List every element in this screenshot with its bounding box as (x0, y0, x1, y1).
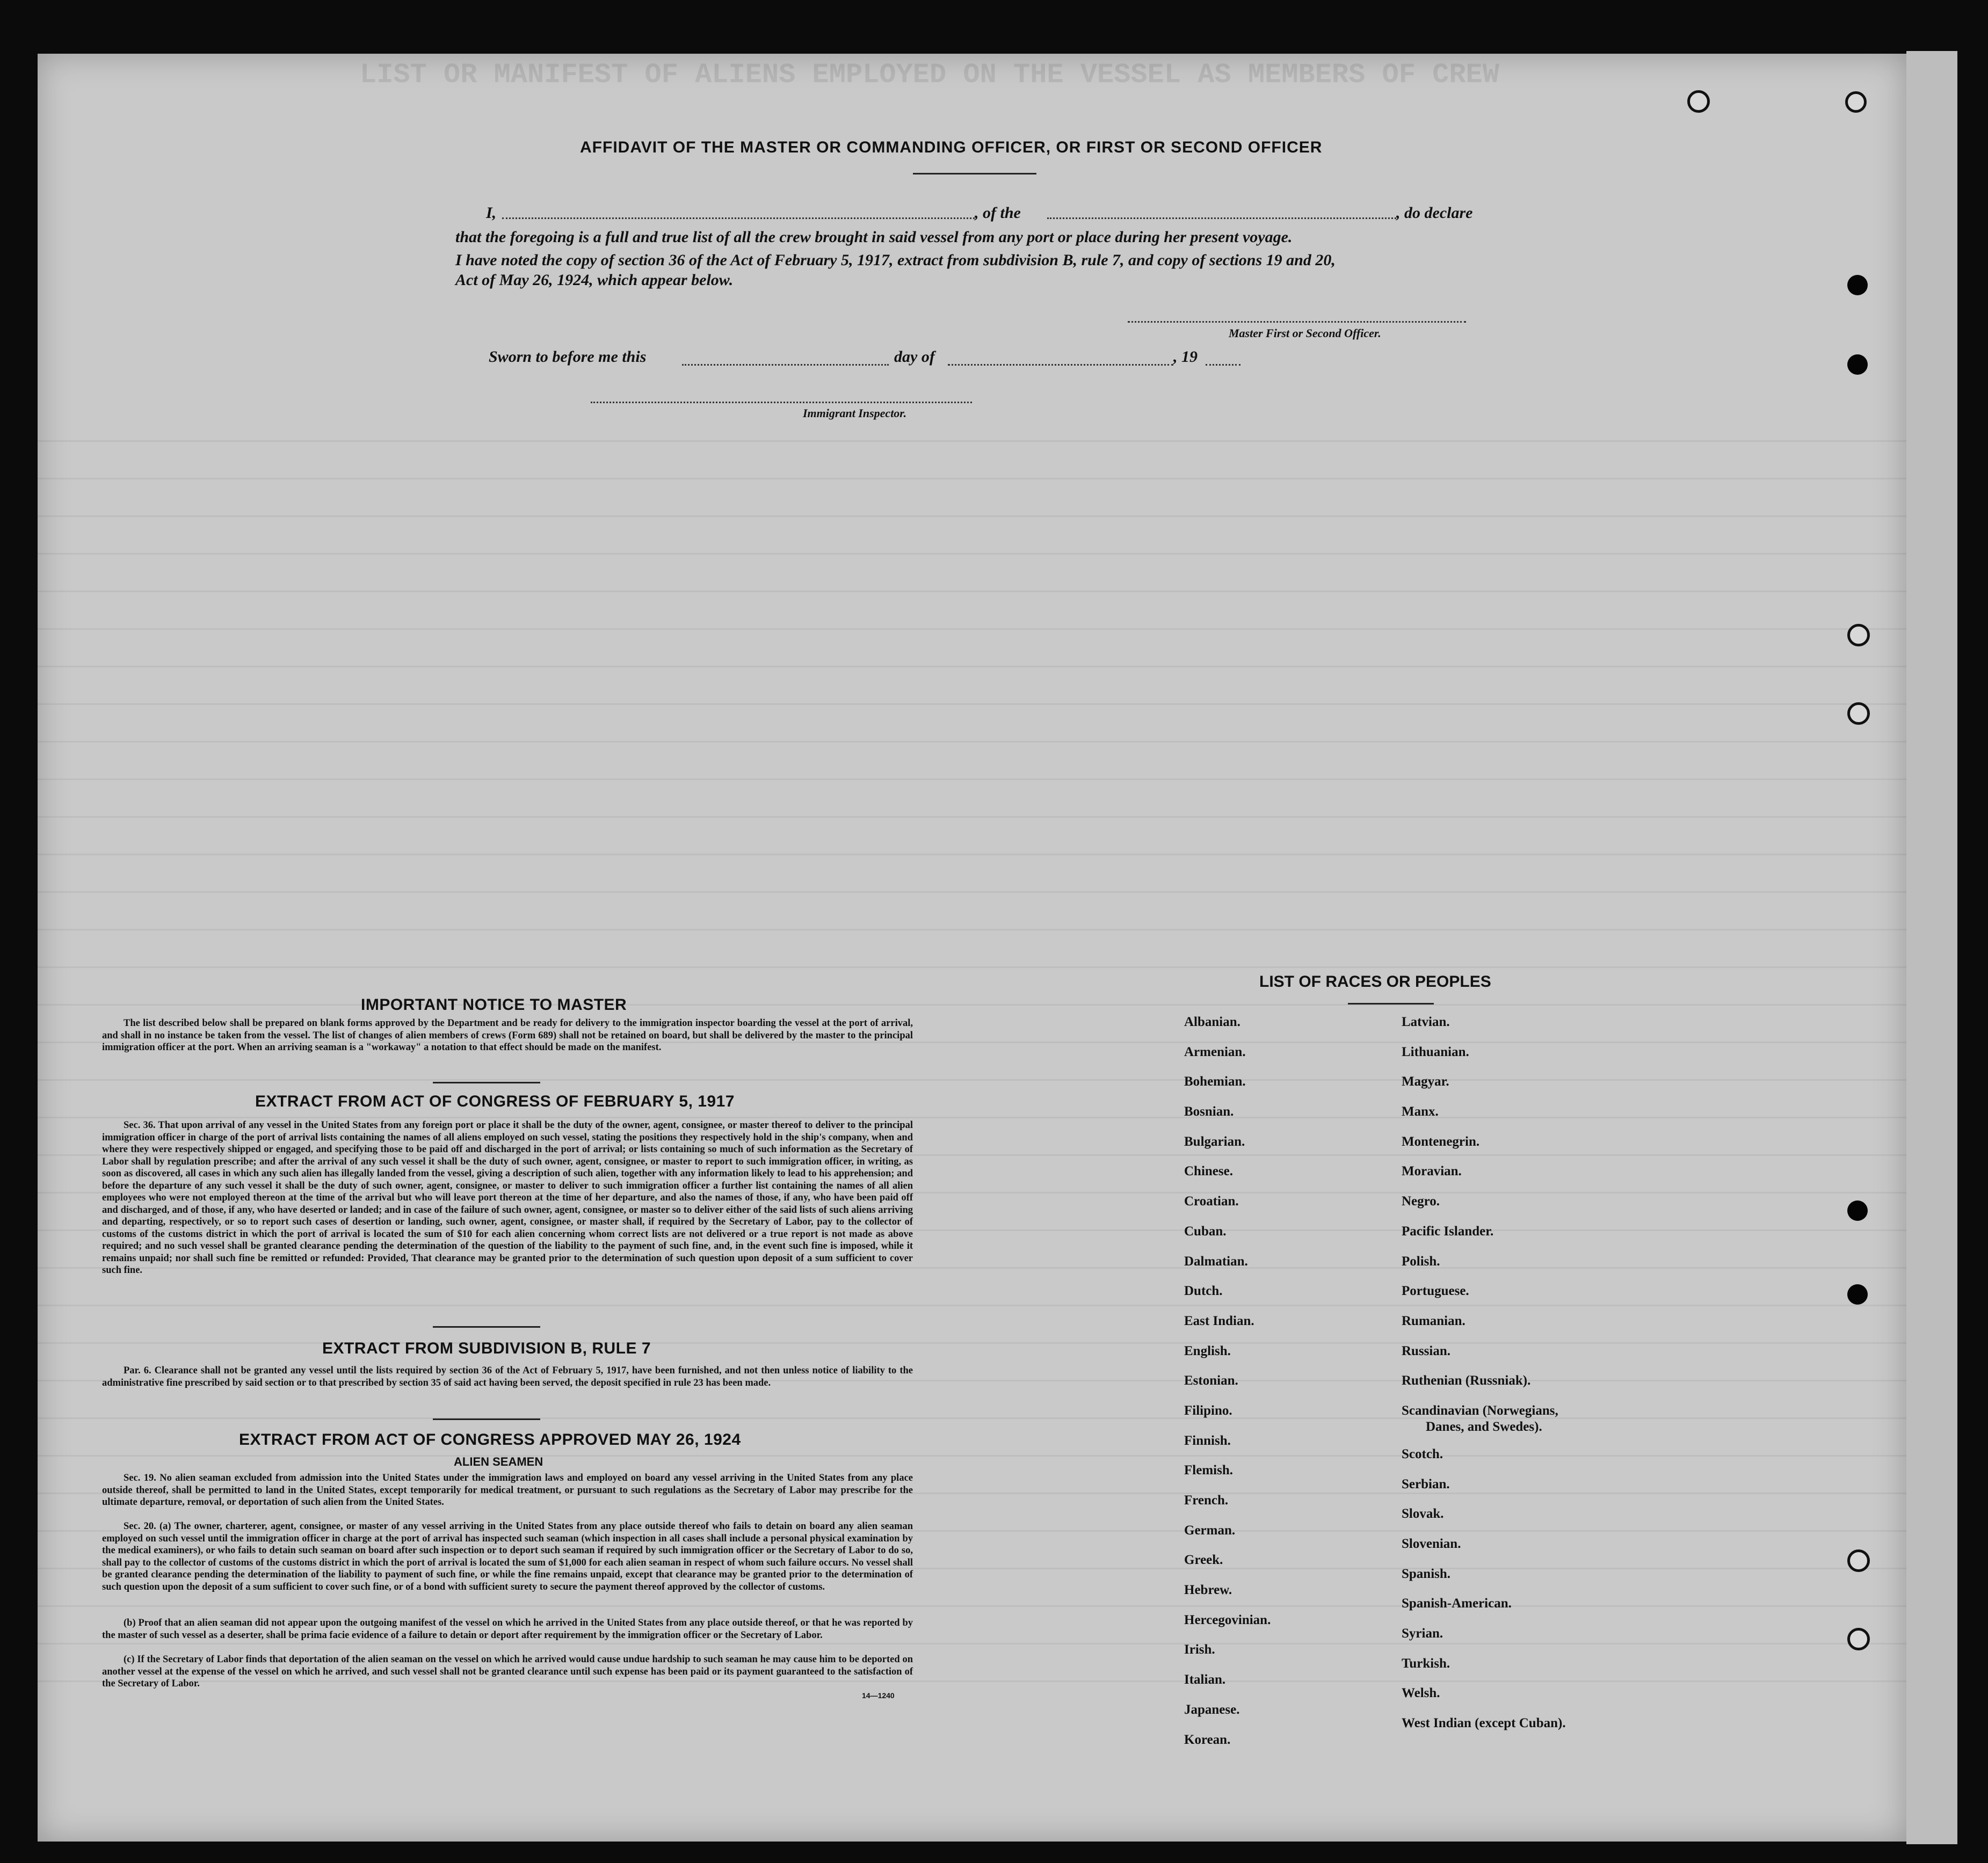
notice-text: The list described below shall be prepared on blank forms approved by the Department and be ready for delivery to the immigration inspector boarding the vessel at the port of arrival, and shall in no instance be taken from the vessel. The list of changes of alien members of crews (Form 689) shall not be retained on board, but shall be delivered by the master to the principal immigration officer at the port. When an arriving seaman is a "workaway" a notation to that effect should be made on the manifest. (102, 1018, 913, 1053)
list-item: Syrian. (1402, 1626, 1443, 1641)
list-item: Moravian. (1402, 1164, 1462, 1179)
punch-hole-icon (1847, 1284, 1868, 1305)
list-item: Greek. (1184, 1553, 1223, 1568)
races-right-column (1402, 1015, 1566, 1746)
list-item: Danes, and Swedes). (1426, 1419, 1542, 1434)
punch-hole-icon (1847, 624, 1870, 646)
list-item: German. (1184, 1523, 1236, 1538)
list-item: Manx. (1402, 1104, 1439, 1119)
sworn-day-label: day of (894, 348, 935, 366)
list-item: Armenian. (1184, 1044, 1246, 1059)
list-item: Latvian. (1402, 1015, 1450, 1029)
sworn-year-blank[interactable] (1206, 364, 1240, 366)
list-item: French. (1184, 1493, 1229, 1508)
punch-hole-icon (1847, 1200, 1868, 1221)
form-number: 14—1240 (862, 1691, 895, 1700)
punch-hole-icon (1847, 1549, 1870, 1572)
adjacent-page-edge (1906, 51, 1957, 1844)
list-item: Scandinavian (Norwegians, (1402, 1403, 1558, 1418)
list-item: Scotch. (1402, 1446, 1443, 1461)
list-item: Korean. (1184, 1732, 1231, 1747)
list-item: Slovak. (1402, 1507, 1444, 1522)
list-item: Polish. (1402, 1254, 1440, 1269)
affidavit-line1-end: , do declare (1396, 204, 1473, 222)
divider (913, 173, 1036, 174)
list-item: West Indian (except Cuban). (1402, 1716, 1566, 1731)
extract-1924-sec20b: (b) Proof that an alien seaman did not appear upon the outgoing manifest of the vessel on which he arrived in the United States from any place outside thereof, or that he was reported by the master of such vessel as a deserter, shall be prima facie evidence of a failure to detain or deport after requirement by the immigration officer or the Secretary of Labor. (102, 1618, 913, 1641)
list-item: Serbian. (1402, 1476, 1450, 1491)
extract-1924-sec19: Sec. 19. No alien seaman excluded from admission into the United States under the immigration laws and employed on board any vessel arriving in the United States from any place outside thereof, shall be permitted to land in the United States, except temporarily for medical treatment, or pursuant to such regulations as the Secretary of Labor may prescribe for the ultimate departure, removal, or deportation of such alien from the United States. (102, 1473, 913, 1508)
races-left-column (1184, 1015, 1271, 1762)
list-item: Russian. (1402, 1343, 1451, 1358)
list-item: Croatian. (1184, 1194, 1239, 1209)
affidavit-line1-i: I, (486, 204, 497, 222)
inspector-label: Immigrant Inspector. (803, 406, 907, 420)
races-title: LIST OF RACES OR PEOPLES (1259, 973, 1491, 991)
affidavit-line1-of: , of the (975, 204, 1021, 222)
list-item: Lithuanian. (1402, 1044, 1469, 1059)
signature-blank[interactable] (1128, 321, 1466, 323)
affidavit-line3: I have noted the copy of section 36 of the Act of February 5, 1917, extract from subdivision B, rule 7, and copy of sections 19 and 20, (455, 251, 1336, 269)
vessel-blank[interactable] (1047, 217, 1396, 219)
extract-1924-title: EXTRACT FROM ACT OF CONGRESS APPROVED MAY 26, 1924 (239, 1431, 741, 1449)
extract-1924-sec20c: (c) If the Secretary of Labor finds that deportation of the alien seaman on the vessel on which he arrived would cause undue hardship to such seaman he may cause him to be deported on another vessel at the expense of the vessel on which he arrived, and such vessel shall not be granted clearance until such expense has been paid or its payment guaranteed to the satisfaction of the Secretary of Labor. (102, 1654, 913, 1689)
punch-hole-icon (1847, 702, 1870, 725)
list-item: Montenegrin. (1402, 1134, 1480, 1149)
list-item: Bosnian. (1184, 1104, 1234, 1119)
list-item: Magyar. (1402, 1074, 1449, 1089)
list-item: Albanian. (1184, 1015, 1240, 1029)
list-item: Turkish. (1402, 1656, 1450, 1671)
divider (433, 1082, 540, 1083)
list-item: Rumanian. (1402, 1313, 1465, 1328)
extract-1917-text: Sec. 36. That upon arrival of any vessel in the United States from any foreign port or place it shall be the duty of the owner, agent, consignee, or master thereof to deliver to the principal immigration officer in charge of the port of arrival lists containing the names of all aliens employed on such vessel, stating the positions they respectively hold in the ship's company, when and where they were respectively shipped or engaged, and specifying those to be paid off and discharged in the port of arrival; or lists containing so much of such information as the Secretary of Labor shall by regulation prescribe; and after the arrival of any such vessel it shall be the duty of such owner, agent, consignee, or master to report to such immigration officer, in writing, as soon as discovered, all cases in which any such alien has illegally landed from the vessel, giving a description of such alien, together with any information likely to lead to his apprehension; and before the departure of any such vessel it shall be the duty of such owner, agent, consignee, or master to deliver to such immigration officer a further list containing the names of all alien employees who were not employed thereon at the time of the arrival but who will leave port thereon at the time of her departure, and also the names of those, if any, who have been paid off and discharged, and of those, if any, who have deserted or landed; and in case of the failure of such owner, agent, consignee, or master so to deliver either of the said lists of such aliens arriving and departing, respectively, or so to report such cases of desertion or landing, such owner, agent, consignee, or master shall, if required by the Secretary of Labor, pay to the collector of customs of the customs district in which the port of arrival is located the sum of $10 for each alien concerning whom correct lists are not delivered or a true report is not made as above required; and no such vessel shall be granted clearance pending the determination of the question of the liability to the payment of such fine, and, in the event such fine is imposed, while it remains unpaid; nor shall such fine be remitted or refunded: Provided, That clearance may be granted prior to the determination of such question upon deposit of a sum sufficient to cover such fine. (102, 1120, 913, 1276)
punch-hole-icon (1687, 90, 1710, 113)
affidavit-line4: Act of May 26, 1924, which appear below. (455, 271, 734, 289)
punch-hole-icon (1845, 91, 1867, 113)
punch-hole-icon (1847, 354, 1868, 375)
list-item: Flemish. (1184, 1463, 1233, 1478)
extract-1917-title: EXTRACT FROM ACT OF CONGRESS OF FEBRUARY 5, 1917 (255, 1093, 735, 1110)
notice-title: IMPORTANT NOTICE TO MASTER (361, 996, 627, 1014)
sworn-month-blank[interactable] (948, 364, 1173, 366)
list-item: Portuguese. (1402, 1284, 1469, 1299)
list-item: Bulgarian. (1184, 1134, 1245, 1149)
list-item: Irish. (1184, 1642, 1215, 1657)
list-item: Dutch. (1184, 1284, 1223, 1299)
affidavit-title: AFFIDAVIT OF THE MASTER OR COMMANDING OFFICER, OR FIRST OR SECOND OFFICER (580, 139, 1323, 156)
name-blank[interactable] (502, 217, 975, 219)
list-item: Bohemian. (1184, 1074, 1246, 1089)
extract-rule7-text: Par. 6. Clearance shall not be granted any vessel until the lists required by section 36 of the Act of February 5, 1917, have been furnished, and not then unless notice of liability to the administrative fine prescribed by said section or to that prescribed by section 35 of said act having been served, the deposit specified in rule 23 has been made. (102, 1365, 913, 1388)
punch-hole-icon (1847, 275, 1868, 295)
affidavit-line2: that the foregoing is a full and true list of all the crew brought in said vessel from any port or place during her present voyage. (455, 228, 1293, 246)
list-item: Negro. (1402, 1194, 1440, 1209)
list-item: Spanish-American. (1402, 1596, 1512, 1611)
bleed-through-header: LIST OR MANIFEST OF ALIENS EMPLOYED ON THE VESSEL AS MEMBERS OF CREW (360, 59, 1499, 91)
list-item: Welsh. (1402, 1686, 1440, 1701)
inspector-signature-blank[interactable] (591, 402, 972, 403)
extract-1924-sec20a: Sec. 20. (a) The owner, charterer, agent, consignee, or master of any vessel arriving in the United States from any place outside thereof who fails to detain on board any alien seaman employed on such vessel until the immigration officer in charge at the port of arrival has inspected such seaman (which inspection in all cases shall include a personal physical examination by the medical examiners), or who fails to detain such seaman on board after such inspection or to deport such seaman if required by such immigration officer or the Secretary of Labor to do so, shall pay to the collector of customs of the customs district in which the port of arrival is located the sum of $1,000 for each alien seaman in respect of whom such failure occurs. No vessel shall be granted clearance pending the determination of the liability to payment of such fine, or while the fine remains unpaid, except that clearance may be granted prior to the determination of such question upon the deposit of a sum sufficient to cover such fine, or of a bond with sufficient surety to secure the payment thereof approved by the collector of customs. (102, 1521, 913, 1592)
list-item: Dalmatian. (1184, 1254, 1248, 1269)
list-item: Italian. (1184, 1672, 1226, 1687)
list-item: English. (1184, 1343, 1231, 1358)
signature-label: Master First or Second Officer. (1229, 326, 1381, 340)
list-item: Chinese. (1184, 1164, 1233, 1179)
extract-rule7-title: EXTRACT FROM SUBDIVISION B, RULE 7 (322, 1340, 651, 1357)
divider (433, 1418, 540, 1420)
list-item: Ruthenian (Russniak). (1402, 1373, 1531, 1388)
list-item: East Indian. (1184, 1313, 1254, 1328)
list-item: Pacific Islander. (1402, 1224, 1494, 1239)
list-item: Hebrew. (1184, 1583, 1232, 1598)
sworn-date-blank[interactable] (682, 364, 889, 366)
list-item: Slovenian. (1402, 1537, 1461, 1551)
list-item: Spanish. (1402, 1566, 1451, 1581)
extract-1924-subtitle: ALIEN SEAMEN (454, 1455, 543, 1468)
list-item: Japanese. (1184, 1702, 1240, 1717)
divider (1348, 1003, 1434, 1005)
punch-hole-icon (1847, 1628, 1870, 1650)
list-item: Estonian. (1184, 1373, 1238, 1388)
list-item: Finnish. (1184, 1433, 1231, 1448)
sworn-year-label: , 19 (1173, 348, 1198, 366)
divider (433, 1326, 540, 1328)
list-item: Hercegovinian. (1184, 1612, 1271, 1627)
sworn-prefix: Sworn to before me this (489, 348, 647, 366)
list-item: Filipino. (1184, 1403, 1232, 1418)
list-item: Cuban. (1184, 1224, 1227, 1239)
